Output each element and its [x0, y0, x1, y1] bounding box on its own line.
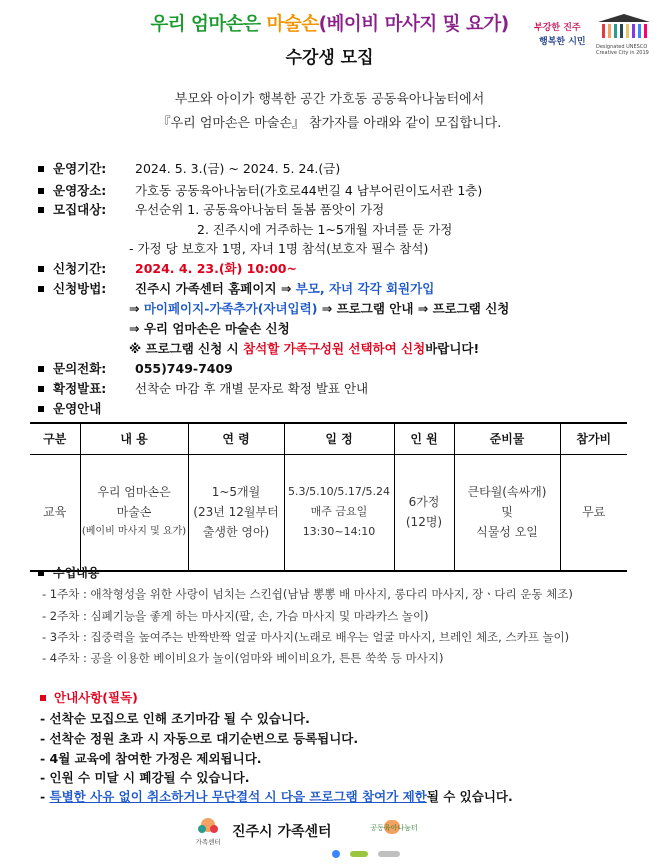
curriculum-heading: 수업내용 [38, 564, 99, 581]
header-people: 인 원 [394, 423, 454, 454]
info-apply-method-line3: ⇒ 우리 엄마손은 마술손 신청 [129, 321, 290, 336]
curriculum-week-3: - 3주차 : 집중력을 높여주는 반짝반짝 얼굴 마사지(노래로 배우는 얼굴 마사지, 브레인 체조, 스카프 놀이) [42, 630, 570, 644]
info-target-line2: 2. 진주시에 거주하는 1~5개월 자녀를 둔 가정 [197, 222, 453, 237]
cell-fee: 무료 [560, 454, 627, 571]
info-apply-method-line2: ⇒ 마이페이지-가족추가(자녀입력) ⇒ 프로그램 안내 ⇒ 프로그램 신청 [129, 301, 510, 316]
header-schedule: 일 정 [284, 423, 394, 454]
info-period: 운영기간: 2024. 5. 3.(금) ~ 2024. 5. 24.(금) [38, 159, 340, 177]
notice-heading: 안내사항(필독) [40, 688, 138, 706]
program-table [30, 422, 627, 572]
family-center-logo-icon [193, 815, 223, 849]
curriculum-week-1: - 1주차 : 애착형성을 위한 사랑이 넘치는 스킨쉽(남남 뽕뽕 배 마사지, 롱다리 마사지, 장ㆍ다리 운동 체조) [42, 587, 573, 601]
curriculum-week-2: - 2주차 : 심폐기능을 좋게 하는 마사지(팔, 손, 가슴 마사지 및 마라카스 놀이) [42, 609, 429, 623]
notice-item: - 인원 수 미달 시 폐강될 수 있습니다. [40, 770, 250, 785]
page-title: 우리 엄마손은 마술손(베이비 마사지 및 요가) [150, 14, 509, 35]
info-target-line3: - 가정 당 보호자 1명, 자녀 1명 참석(보호자 필수 참석) [129, 241, 429, 256]
info-target: 모집대상: 우선순위 1. 공동육아나눔터 돌봄 품앗이 가정 [38, 200, 384, 218]
header-category: 구분 [30, 423, 80, 454]
svg-text:공동육아나눔터: 공동육아나눔터 [370, 824, 418, 832]
cell-age: 1~5개월 (23년 12월부터 출생한 영아) [188, 454, 284, 571]
notice-item: - 4월 교육에 참여한 가정은 제외됩니다. [40, 751, 262, 766]
cell-prep: 큰타월(속싸개) 및 식물성 오일 [454, 454, 560, 571]
notice-item-last: - 특별한 사유 없이 취소하거나 무단결석 시 다음 프로그램 참여가 제한될 수 있습니다. [40, 789, 513, 804]
notice-item: - 선착순 정원 초과 시 자동으로 대기순번으로 등록됩니다. [40, 731, 359, 746]
curriculum-week-4: - 4주차 : 공을 이용한 베이비요가 놀이(엄마와 베이비요가, 튼튼 쑥쑥 등 마사지) [42, 651, 444, 665]
info-place: 운영장소: 가호동 공동육아나눔터(가호로44번길 4 남부어린이도서관 1층) [38, 181, 482, 199]
cell-schedule: 5.3/5.10/5.17/5.24 매주 금요일 13:30~14:10 [284, 454, 394, 571]
info-apply-method-line4: ※ 프로그램 신청 시 참석할 가족구성원 선택하여 신청바랍니다! [129, 341, 480, 356]
header-fee: 참가비 [560, 423, 627, 454]
info-apply-method: 신청방법: 진주시 가족센터 홈페이지 ⇒ 부모, 자녀 각각 회원가입 [38, 279, 434, 297]
cell-people: 6가정 (12명) [394, 454, 454, 571]
intro-text: 부모와 아이가 행복한 공간 가호동 공동육아나눔터에서 『우리 엄마손은 마술손』 참가자를 아래와 같이 모집합니다. [157, 92, 502, 131]
info-confirm: 확정발표: 선착순 마감 후 개별 문자로 확정 발표 안내 [38, 379, 368, 397]
header-content: 내 용 [80, 423, 188, 454]
info-phone: 문의전화: 055)749-7409 [38, 359, 233, 377]
info-guide: 운영안내 [38, 399, 135, 417]
svg-text:가족센터: 가족센터 [195, 838, 221, 846]
cell-category: 교육 [30, 454, 80, 571]
partner-logos-icon [330, 849, 410, 859]
page-subtitle: 수강생 모집 [285, 48, 374, 68]
info-apply-period: 신청기간: 2024. 4. 23.(화) 10:00~ [38, 259, 297, 277]
footer [0, 813, 659, 863]
header-age: 연 령 [188, 423, 284, 454]
childcare-center-logo-icon [358, 817, 430, 839]
notice-item: - 선착순 모집으로 인해 조기마감 될 수 있습니다. [40, 711, 310, 726]
header-prep: 준비물 [454, 423, 560, 454]
footer-org-name: 진주시 가족센터 [232, 824, 332, 840]
table-row [30, 454, 627, 571]
jinju-city-logo: 부강한 진주 행복한 시민 Designated UNESCO Creative City in 2019 [534, 12, 654, 70]
building-icon [594, 12, 654, 42]
cell-content: 우리 엄마손은 마술손 (베이비 마사지 및 요가) [80, 454, 188, 571]
table-header-row [30, 423, 627, 454]
